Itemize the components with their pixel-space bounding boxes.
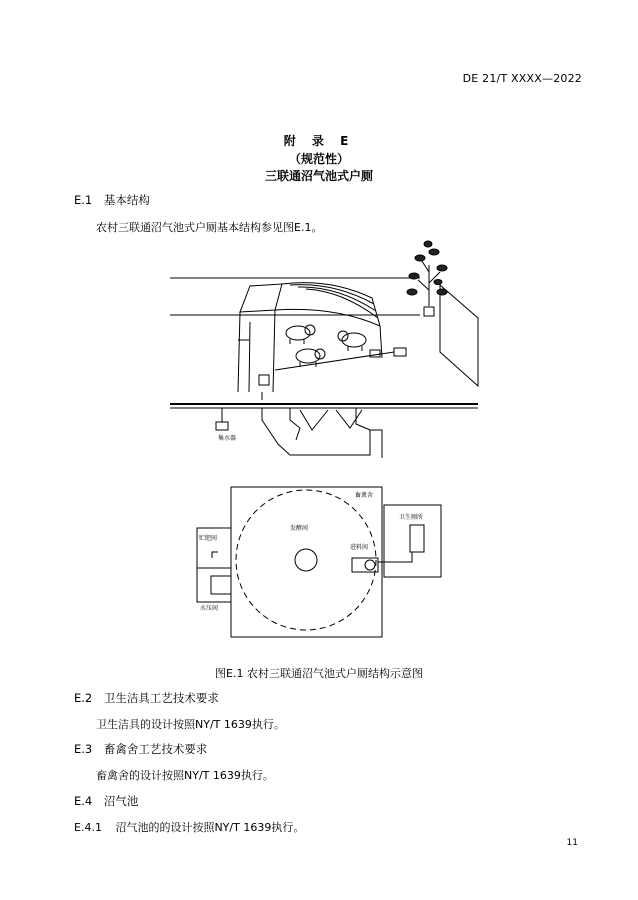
pig-icon: [286, 325, 315, 344]
section-text-e1: 农村三联通沼气池式户厕基本结构参见图E.1。: [96, 221, 323, 234]
right-wall: [440, 285, 478, 386]
fermenter-circle: [236, 490, 376, 630]
section-number: E.2: [74, 691, 93, 705]
section-title: 畜禽舍工艺技术要求: [103, 742, 208, 756]
section-heading-e3: [74, 741, 207, 757]
page-number: 11: [566, 838, 578, 848]
section-heading-e4: [74, 793, 138, 809]
pig-icon: [338, 331, 366, 351]
label-inlet: 进料间: [350, 544, 369, 551]
section-text-e2: 卫生洁具的设计按照NY/T 1639执行。: [96, 718, 285, 731]
section-number: E.3: [74, 742, 93, 756]
ground-line: [170, 404, 478, 408]
document-number: DE 21/T XXXX—2022: [462, 72, 582, 85]
appendix-type: （规范性）: [288, 152, 349, 166]
section-number: E.1: [74, 193, 93, 207]
label-pressure: 水压间: [200, 605, 219, 612]
section-title: 沼气池: [103, 794, 139, 808]
subsection-e41: [74, 819, 304, 835]
toilet-booth: [238, 310, 275, 400]
section-text-e3: 畜禽舍的设计按照NY/T 1639执行。: [96, 769, 274, 782]
label-fermenter: 发酵间: [290, 525, 309, 532]
label-storage: 贮肥间: [199, 535, 218, 542]
plan-outer-square: [231, 487, 382, 637]
subsection-number: E.4.1: [74, 821, 102, 834]
label-toilet: 卫生厕所: [399, 514, 424, 521]
inlet-pipe: [378, 552, 412, 562]
subsection-text: 沼气池的的设计按照NY/T 1639执行。: [115, 821, 305, 834]
figure-caption: 图E.1 农村三联通沼气池式户厕结构示意图: [215, 667, 423, 680]
appendix-label: 附 录 E: [283, 134, 355, 148]
collector-icon: [216, 408, 228, 430]
feed-trough: [394, 348, 406, 356]
section-title: 卫生洁具工艺技术要求: [103, 691, 219, 705]
potted-plant-icon: [407, 241, 447, 316]
section-title: 基本结构: [103, 193, 150, 207]
label-collector: 集水器: [218, 435, 237, 442]
label-animal-house: 畜禽舍: [355, 492, 374, 499]
animal-house-roof: [240, 283, 380, 326]
section-heading-e2: [74, 690, 219, 706]
gas-outlet-circle: [295, 549, 317, 571]
toilet-fixture: [410, 525, 424, 552]
underground-digester: [262, 408, 382, 458]
appendix-title: 三联通沼气池式户厕: [264, 169, 373, 183]
section-number: E.4: [74, 794, 93, 808]
